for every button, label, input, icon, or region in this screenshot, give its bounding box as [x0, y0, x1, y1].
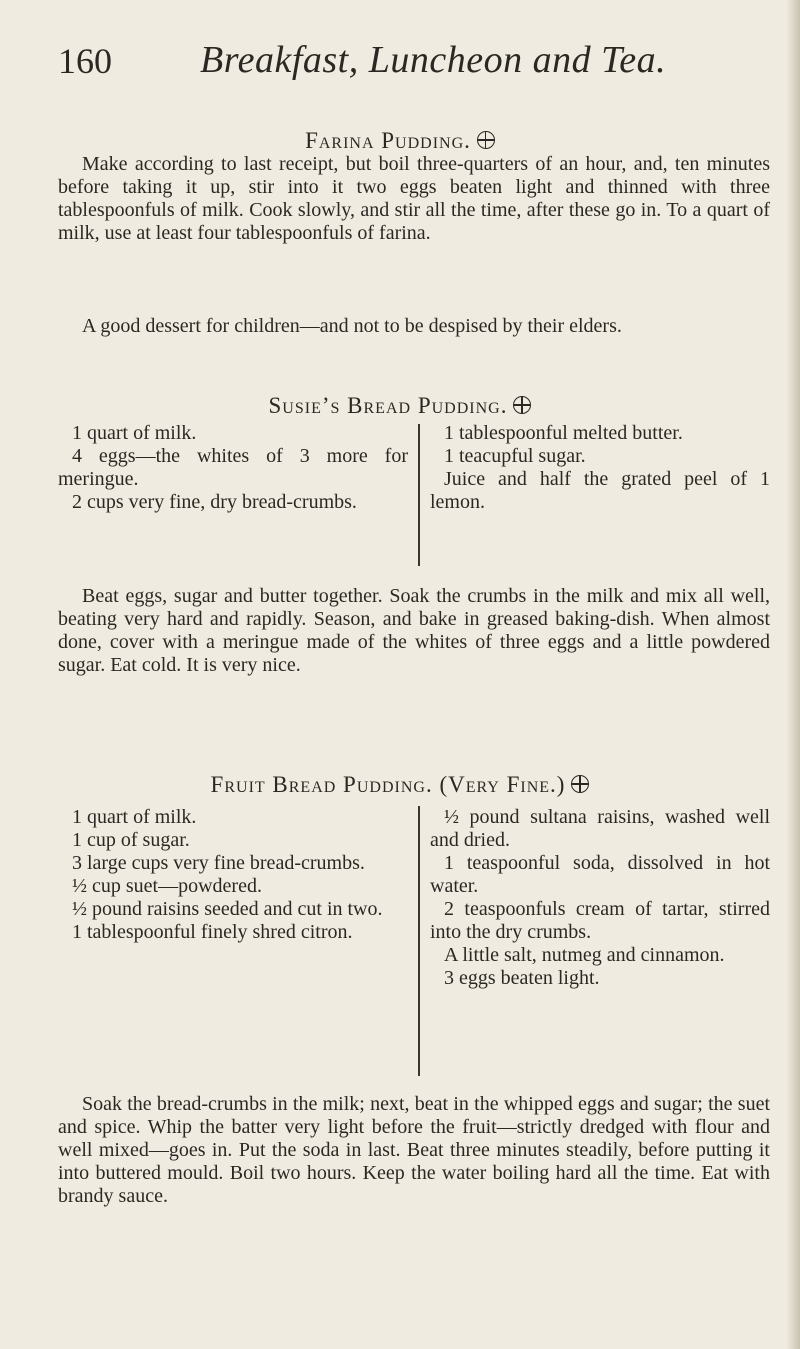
recipe-body-susies: Beat eggs, sugar and butter together. Soak the crumbs in the milk and mix all well, beating very hard and rapidly. Season, and bake in greased baking-dish. When almost done, cover with a meringue made of the whites of three eggs and a little powdered sugar. Eat cold. It is very nice.: [58, 585, 770, 676]
ingredients-left-susies: [58, 422, 408, 514]
page-edge-shadow: [786, 0, 800, 1349]
recipe-title-fruit: Fruit Bread Pudding. (Very Fine.): [0, 772, 800, 798]
recipe-note-farina: A good dessert for children—and not to be despised by their elders.: [82, 315, 622, 337]
cross-circle-icon: [477, 131, 495, 149]
ingredient-item: 1 quart of milk.: [72, 806, 197, 828]
ingredient-item: 1 teacupful sugar.: [444, 445, 586, 467]
ingredients-left-fruit: [58, 806, 408, 944]
ingredient-item: ½ pound raisins seeded and cut in two.: [72, 898, 383, 920]
recipe-title-farina: Farina Pudding.: [0, 128, 800, 154]
ingredient-item: Juice and half the grated peel of 1 lemon.: [430, 468, 770, 513]
ingredient-item: ½ pound sultana raisins, washed well and dried.: [430, 806, 770, 851]
recipe-body-fruit: Soak the bread-crumbs in the milk; next, beat in the whipped eggs and sugar; the suet and spice. Whip the batter very light before the fruit—strictly dredged with flour and well mixed—goes in. Put the soda in last. Beat three minutes steadily, before putting it into buttered mould. Boil two hours. Keep the water boiling hard all the time. Eat with brandy sauce.: [58, 1093, 770, 1207]
running-title: Breakfast, Luncheon and Tea.: [200, 39, 667, 81]
ingredient-item: 1 tablespoonful finely shred citron.: [72, 921, 353, 943]
ingredient-item: 3 eggs beaten light.: [444, 967, 600, 989]
page-number: 160: [58, 41, 112, 81]
ingredient-item: ½ cup suet—powdered.: [72, 875, 262, 897]
column-divider: [418, 806, 420, 1076]
ingredient-item: A little salt, nutmeg and cinnamon.: [444, 944, 725, 966]
ingredients-right-susies: [430, 422, 770, 514]
recipe-title-susies: Susie’s Bread Pudding.: [0, 393, 800, 419]
ingredient-item: 3 large cups very fine bread-crumbs.: [72, 852, 365, 874]
ingredient-item: 2 teaspoonfuls cream of tartar, stirred into the dry crumbs.: [430, 898, 770, 943]
ingredient-item: 2 cups very fine, dry bread-crumbs.: [72, 491, 357, 513]
ingredient-item: 1 teaspoonful soda, dissolved in hot water.: [430, 852, 770, 897]
cross-circle-icon: [571, 775, 589, 793]
ingredient-item: 4 eggs—the whites of 3 more for meringue.: [58, 445, 408, 490]
ingredient-item: 1 quart of milk.: [72, 422, 197, 444]
cross-circle-icon: [513, 396, 531, 414]
ingredient-item: 1 tablespoonful melted butter.: [444, 422, 683, 444]
column-divider: [418, 424, 420, 566]
ingredients-right-fruit: [430, 806, 770, 990]
recipe-body-farina: Make according to last receipt, but boil three-quarters of an hour, and, ten minutes before taking it up, stir into it two eggs beaten light and thinned with three tablespoonfuls of milk. Cook slowly, and stir all the time, after these go in. To a quart of milk, use at least four tablespoonfuls of farina.: [58, 153, 770, 244]
ingredient-item: 1 cup of sugar.: [72, 829, 190, 851]
